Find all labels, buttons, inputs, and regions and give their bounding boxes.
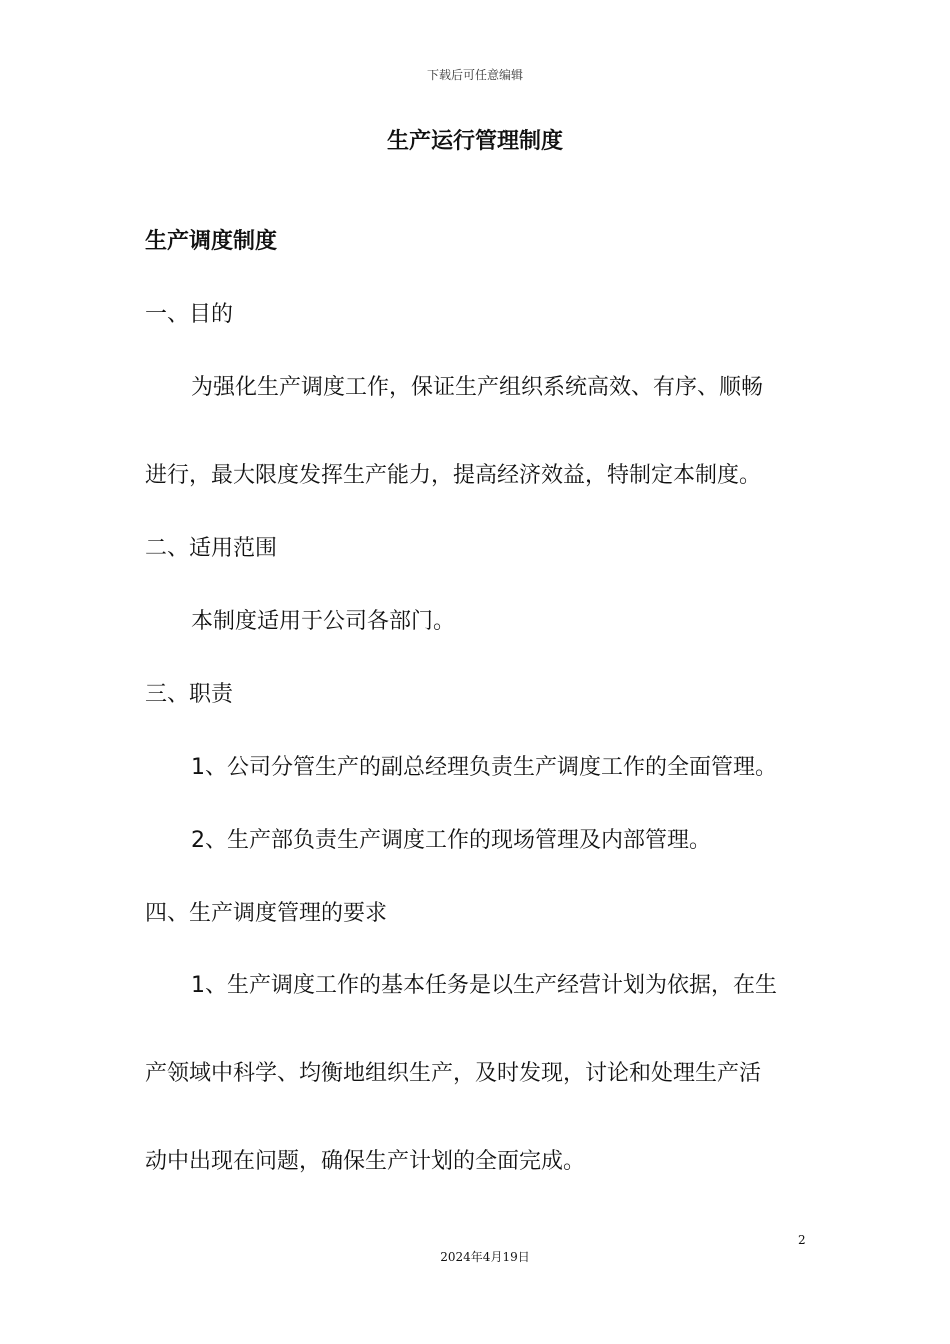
section-title: 生产调度制度 [145,229,278,254]
responsibility-item-2: 2、生产部负责生产调度工作的现场管理及内部管理。 [191,828,711,853]
responsibility-item-1: 1、公司分管生产的副总经理负责生产调度工作的全面管理。 [191,755,777,780]
requirements-paragraph-line3: 动中出现在问题，确保生产计划的全面完成。 [145,1149,586,1174]
page-header: 下载后可任意编辑 [426,68,523,82]
heading-requirements: 四、生产调度管理的要求 [145,901,388,926]
heading-scope: 二、适用范围 [145,536,278,561]
requirements-paragraph-line1: 1、生产调度工作的基本任务是以生产经营计划为依据，在生 [191,973,777,998]
document-title: 生产运行管理制度 [386,129,563,154]
scope-paragraph: 本制度适用于公司各部门。 [191,609,456,634]
heading-purpose: 一、目的 [145,302,234,327]
requirements-paragraph-line2: 产领域中科学、均衡地组织生产，及时发现，讨论和处理生产活 [145,1061,762,1086]
page-number: 2 [798,1233,806,1247]
purpose-paragraph-line1: 为强化生产调度工作，保证生产组织系统高效、有序、顺畅 [191,375,764,400]
page-footer-date: 2024年4月19日 [440,1250,530,1264]
purpose-paragraph-line2: 进行，最大限度发挥生产能力，提高经济效益，特制定本制度。 [145,463,762,488]
heading-responsibilities: 三、职责 [145,682,234,707]
